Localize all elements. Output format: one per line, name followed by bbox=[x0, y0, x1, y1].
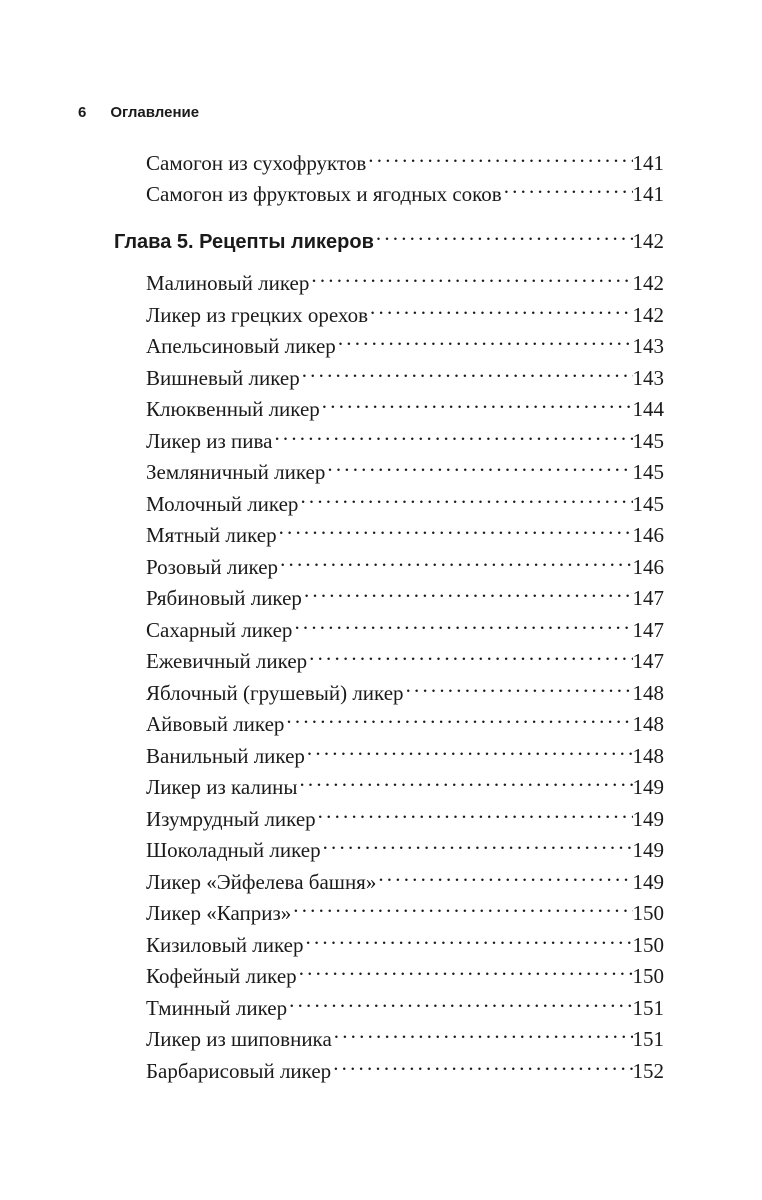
toc-entry-title: Клюквенный ликер bbox=[146, 397, 320, 421]
dot-leader bbox=[336, 323, 633, 353]
dot-leader bbox=[502, 171, 633, 201]
toc-entry-title: Самогон из фруктовых и ягодных соков bbox=[146, 182, 502, 206]
toc-entry-title: Рябиновый ликер bbox=[146, 586, 302, 610]
dot-leader bbox=[307, 638, 632, 668]
toc-entry-page: 146 bbox=[632, 523, 664, 547]
dot-leader bbox=[304, 922, 633, 952]
dot-leader bbox=[287, 985, 632, 1015]
dot-leader bbox=[305, 733, 633, 763]
dot-leader bbox=[292, 607, 632, 637]
toc-entry-page: 151 bbox=[632, 995, 664, 1020]
dot-leader bbox=[272, 418, 632, 448]
toc-entry-title: Ликер из пива bbox=[146, 428, 273, 453]
toc-entry-page: 147 bbox=[632, 617, 664, 642]
toc-entry-page: 147 bbox=[632, 586, 664, 610]
toc-entry-title: Вишневый ликер bbox=[146, 365, 300, 390]
toc-entry-page: 146 bbox=[632, 554, 664, 579]
toc-chapter bbox=[114, 218, 664, 257]
dot-leader bbox=[366, 140, 632, 170]
dot-leader bbox=[332, 1016, 633, 1046]
toc-entry-title: Молочный ликер bbox=[146, 491, 299, 516]
dot-leader bbox=[376, 859, 632, 889]
chapter-page: 142 bbox=[632, 229, 664, 253]
toc-entry-page: 141 bbox=[632, 182, 664, 206]
toc-entry bbox=[146, 171, 664, 209]
toc-entry-title: Апельсиновый ликер bbox=[146, 334, 336, 358]
toc-entry-title: Изумрудный ликер bbox=[146, 806, 316, 831]
toc-entry-page: 144 bbox=[632, 397, 664, 421]
dot-leader bbox=[297, 764, 632, 794]
dot-leader bbox=[368, 292, 632, 322]
page-header bbox=[78, 104, 199, 121]
toc-entry-page: 148 bbox=[632, 680, 664, 705]
toc-entry-title: Ликер из калины bbox=[146, 775, 298, 799]
toc-entry-title: Розовый ликер bbox=[146, 554, 279, 579]
toc-entry-title: Мятный ликер bbox=[146, 523, 277, 547]
dot-leader bbox=[404, 670, 633, 700]
dot-leader bbox=[284, 701, 632, 731]
toc-entry-title: Ликер «Каприз» bbox=[146, 901, 292, 925]
toc-entry-title: Айвовый ликер bbox=[146, 712, 285, 736]
toc-entry-page: 149 bbox=[632, 806, 664, 831]
dot-leader bbox=[300, 355, 633, 385]
section-title: Оглавление bbox=[110, 104, 200, 121]
dot-leader bbox=[320, 386, 633, 416]
toc-entry-title: Ликер «Эйфелева башня» bbox=[146, 869, 377, 894]
toc-entry-page: 142 bbox=[632, 271, 664, 295]
toc-entry-page: 148 bbox=[632, 712, 664, 736]
toc-entry-title: Самогон из сухофруктов bbox=[146, 151, 367, 175]
toc-entry-page: 145 bbox=[632, 491, 664, 516]
page-number: 6 bbox=[78, 104, 87, 121]
toc-entry-title: Земляничный ликер bbox=[146, 460, 326, 484]
toc-entry-title: Кизиловый ликер bbox=[146, 932, 304, 957]
dot-leader bbox=[297, 953, 633, 983]
toc-entry-title: Кофейный ликер bbox=[146, 964, 297, 988]
toc-entry-title: Яблочный (грушевый) ликер bbox=[146, 680, 404, 705]
toc-entry-page: 143 bbox=[632, 334, 664, 358]
toc-entry-page: 149 bbox=[632, 869, 664, 894]
toc-entry-page: 150 bbox=[632, 901, 664, 925]
dot-leader bbox=[302, 575, 633, 605]
dot-leader bbox=[291, 890, 632, 920]
toc-entry-page: 150 bbox=[632, 964, 664, 988]
toc-entry-page: 149 bbox=[632, 775, 664, 799]
toc-entry-title: Ванильный ликер bbox=[146, 743, 305, 768]
toc-entry-page: 141 bbox=[632, 151, 664, 175]
toc-entry-page: 151 bbox=[632, 1027, 664, 1051]
toc-entry-page: 143 bbox=[632, 365, 664, 390]
toc-entry-page: 142 bbox=[632, 302, 664, 327]
toc-entry-page: 150 bbox=[632, 932, 664, 957]
toc-entry-page: 147 bbox=[632, 649, 664, 673]
toc-entry-title: Ликер из шиповника bbox=[146, 1027, 332, 1051]
dot-leader bbox=[325, 449, 632, 479]
dot-leader bbox=[316, 796, 633, 826]
toc-entry-page: 152 bbox=[632, 1058, 664, 1083]
dot-leader bbox=[298, 481, 632, 511]
dot-leader bbox=[277, 512, 633, 542]
toc-entry bbox=[146, 1048, 664, 1086]
dot-leader bbox=[331, 1048, 632, 1078]
chapter-title: Глава 5. Рецепты ликеров bbox=[114, 231, 374, 253]
toc-entry-page: 145 bbox=[632, 428, 664, 453]
toc-entry-title: Ежевичный ликер bbox=[146, 649, 308, 673]
toc-entry-title: Шоколадный ликер bbox=[146, 838, 321, 862]
toc-entry-title: Барбарисовый ликер bbox=[146, 1058, 332, 1083]
dot-leader bbox=[309, 260, 632, 290]
toc-entry-page: 148 bbox=[632, 743, 664, 768]
toc-entry-page: 145 bbox=[632, 460, 664, 484]
dot-leader bbox=[278, 544, 632, 574]
toc-entry-title: Малиновый ликер bbox=[146, 271, 310, 295]
toc-entry-title: Тминный ликер bbox=[146, 995, 288, 1020]
toc-entry-title: Ликер из грецких орехов bbox=[146, 302, 369, 327]
toc-entry-title: Сахарный ликер bbox=[146, 617, 293, 642]
dot-leader bbox=[321, 827, 633, 857]
toc-entry-page: 149 bbox=[632, 838, 664, 862]
dot-leader bbox=[374, 218, 633, 248]
